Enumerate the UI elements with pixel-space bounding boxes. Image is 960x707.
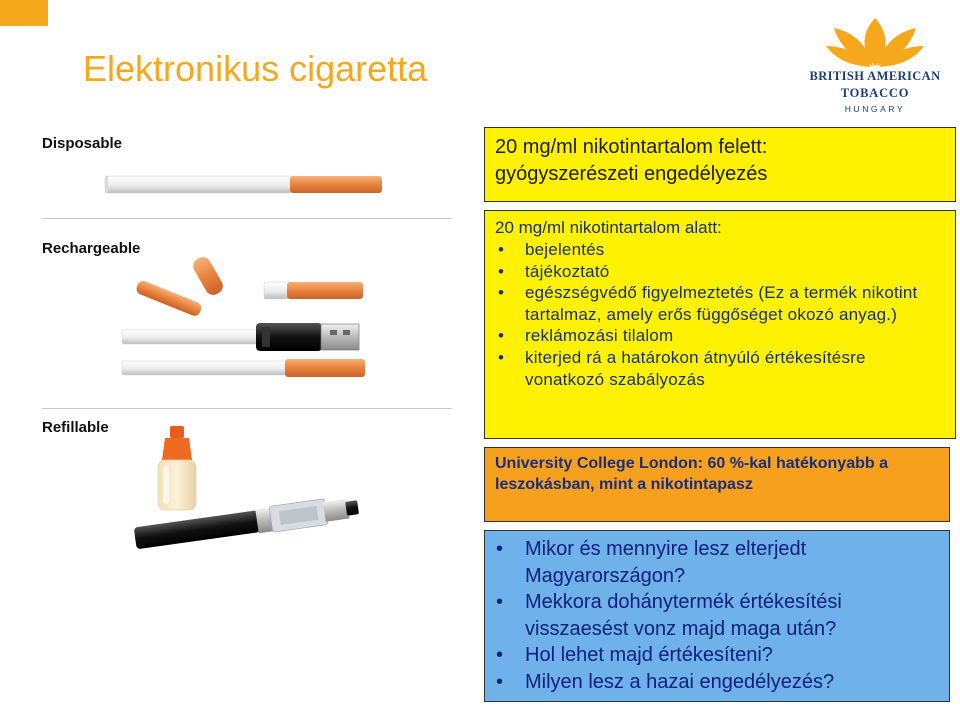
list-item: • Hol lehet majd értékesíteni? — [493, 642, 941, 669]
ucl-study-text: University College London: 60 %-kal hatékonyabb a leszokásban, mint a nikotintapasz — [495, 455, 888, 493]
tobacco-leaf-icon — [800, 14, 950, 70]
logo-line-2: TOBACCO — [840, 86, 910, 100]
label-disposable: Disposable — [42, 135, 123, 152]
box-above-20mg — [484, 127, 956, 202]
box-below-20mg — [484, 210, 956, 439]
label-rechargeable: Rechargeable — [42, 240, 141, 257]
list-item: • Mekkora dohánytermék értékesítési visszaesést vonz majd maga után? — [493, 589, 941, 642]
rechargeable-ecig-image — [122, 254, 365, 377]
refillable-ecig-image — [133, 426, 359, 551]
list-item: • kiterjed rá a határokon átnyúló értékesítésre vonatkozó szabályozás — [495, 347, 945, 390]
disposable-ecig-image — [105, 176, 382, 193]
above-20mg-line-1: 20 mg/ml nikotintartalom felett: — [495, 136, 768, 158]
below-20mg-heading: 20 mg/ml nikotintartalom alatt: — [495, 218, 722, 237]
questions-list — [493, 536, 941, 695]
list-item: • Milyen lesz a hazai engedélyezés? — [493, 669, 941, 696]
list-item: • reklámozási tilalom — [495, 325, 945, 347]
box-ucl-study — [484, 447, 950, 522]
logo-line-1: BRITISH AMERICAN — [809, 69, 941, 83]
label-refillable: Refillable — [42, 419, 109, 436]
list-item: • Mikor és mennyire lesz elterjedt Magyarországon? — [493, 536, 941, 589]
bat-logo — [800, 14, 950, 118]
slide-title: Elektronikus cigaretta — [83, 48, 428, 89]
below-20mg-list — [495, 239, 945, 390]
list-item: • bejelentés — [495, 239, 945, 261]
box-questions — [484, 530, 950, 702]
above-20mg-line-2: gyógyszerészeti engedélyezés — [495, 163, 768, 185]
list-item: • egészségvédő figyelmeztetés (Ez a termék nikotint tartalmaz, amely erős függőséget okozó anyag.) — [495, 282, 945, 325]
list-item: • tájékoztató — [495, 261, 945, 283]
logo-line-3: HUNGARY — [844, 104, 906, 114]
